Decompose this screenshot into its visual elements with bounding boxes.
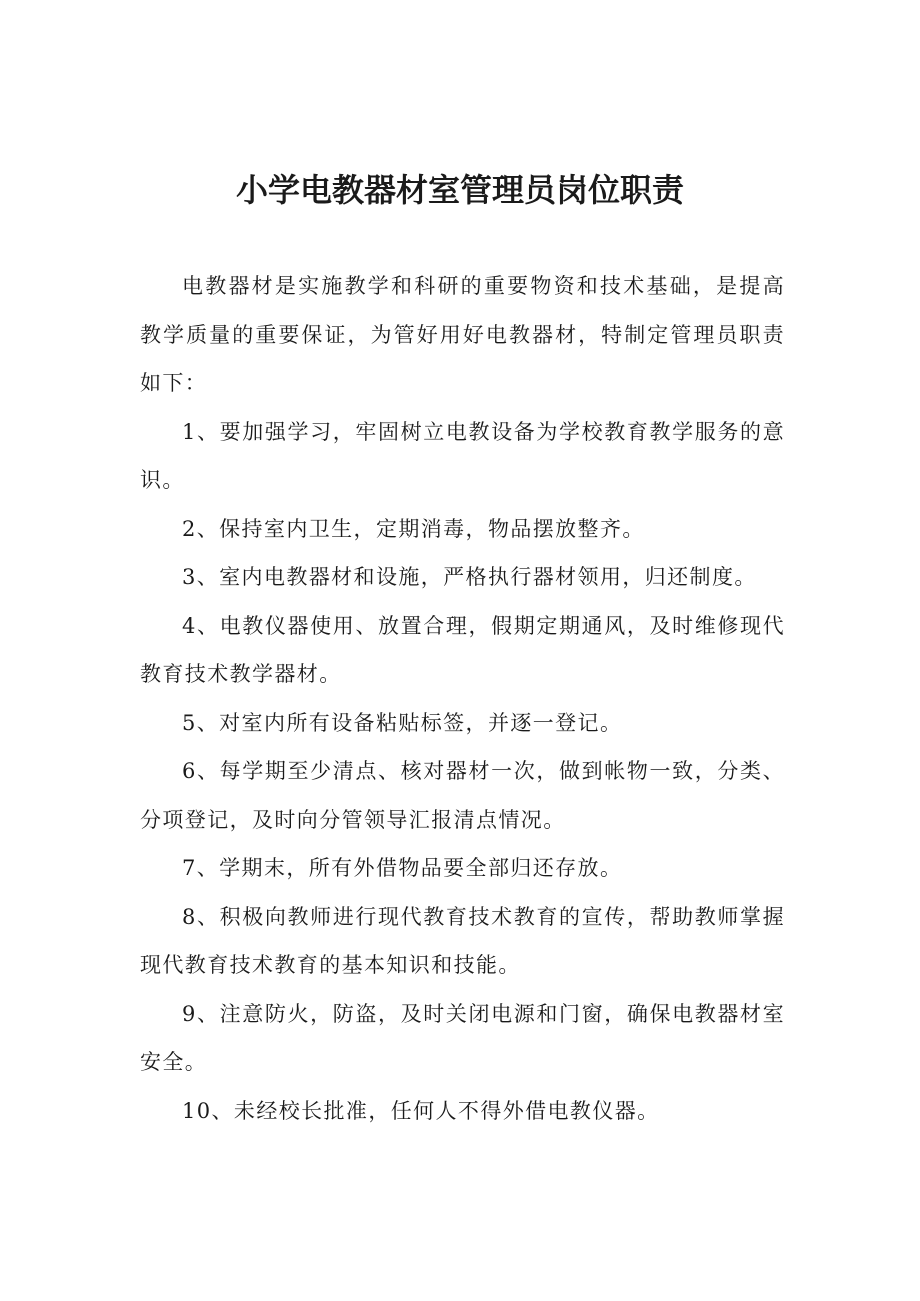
duty-item-4: 4、电教仪器使用、放置合理，假期定期通风，及时维修现代教育技术教学器材。: [140, 613, 785, 686]
duty-item-7: 7、学期末，所有外借物品要全部归还存放。: [182, 856, 623, 880]
duty-item-3: 3、室内电教器材和设施，严格执行器材领用，归还制度。: [182, 565, 757, 589]
duty-item-6: 6、每学期至少清点、核对器材一次，做到帐物一致，分类、分项登记，及时向分管领导汇报清点情况。: [140, 759, 785, 832]
document-body: [140, 262, 785, 1135]
document-title: 小学电教器材室管理员岗位职责: [235, 171, 684, 209]
duty-item-2: 2、保持室内卫生，定期消毒，物品摆放整齐。: [182, 516, 645, 541]
duty-item-10: 10、未经校长批准，任何人不得外借电教仪器。: [182, 1098, 660, 1123]
duty-item-5: 5、对室内所有设备粘贴标签，并逐一登记。: [182, 710, 623, 735]
intro-paragraph: 电教器材是实施教学和科研的重要物资和技术基础，是提高教学质量的重要保证，为管好用好电教器材，特制定管理员职责如下：: [140, 274, 785, 395]
duty-item-8: 8、积极向教师进行现代教育技术教育的宣传，帮助教师掌握现代教育技术教育的基本知识和技能。: [140, 904, 785, 977]
duty-item-9: 9、注意防火，防盗，及时关闭电源和门窗，确保电教器材室安全。: [140, 1001, 785, 1074]
duty-item-1: 1、要加强学习，牢固树立电教设备为学校教育教学服务的意识。: [140, 419, 785, 492]
